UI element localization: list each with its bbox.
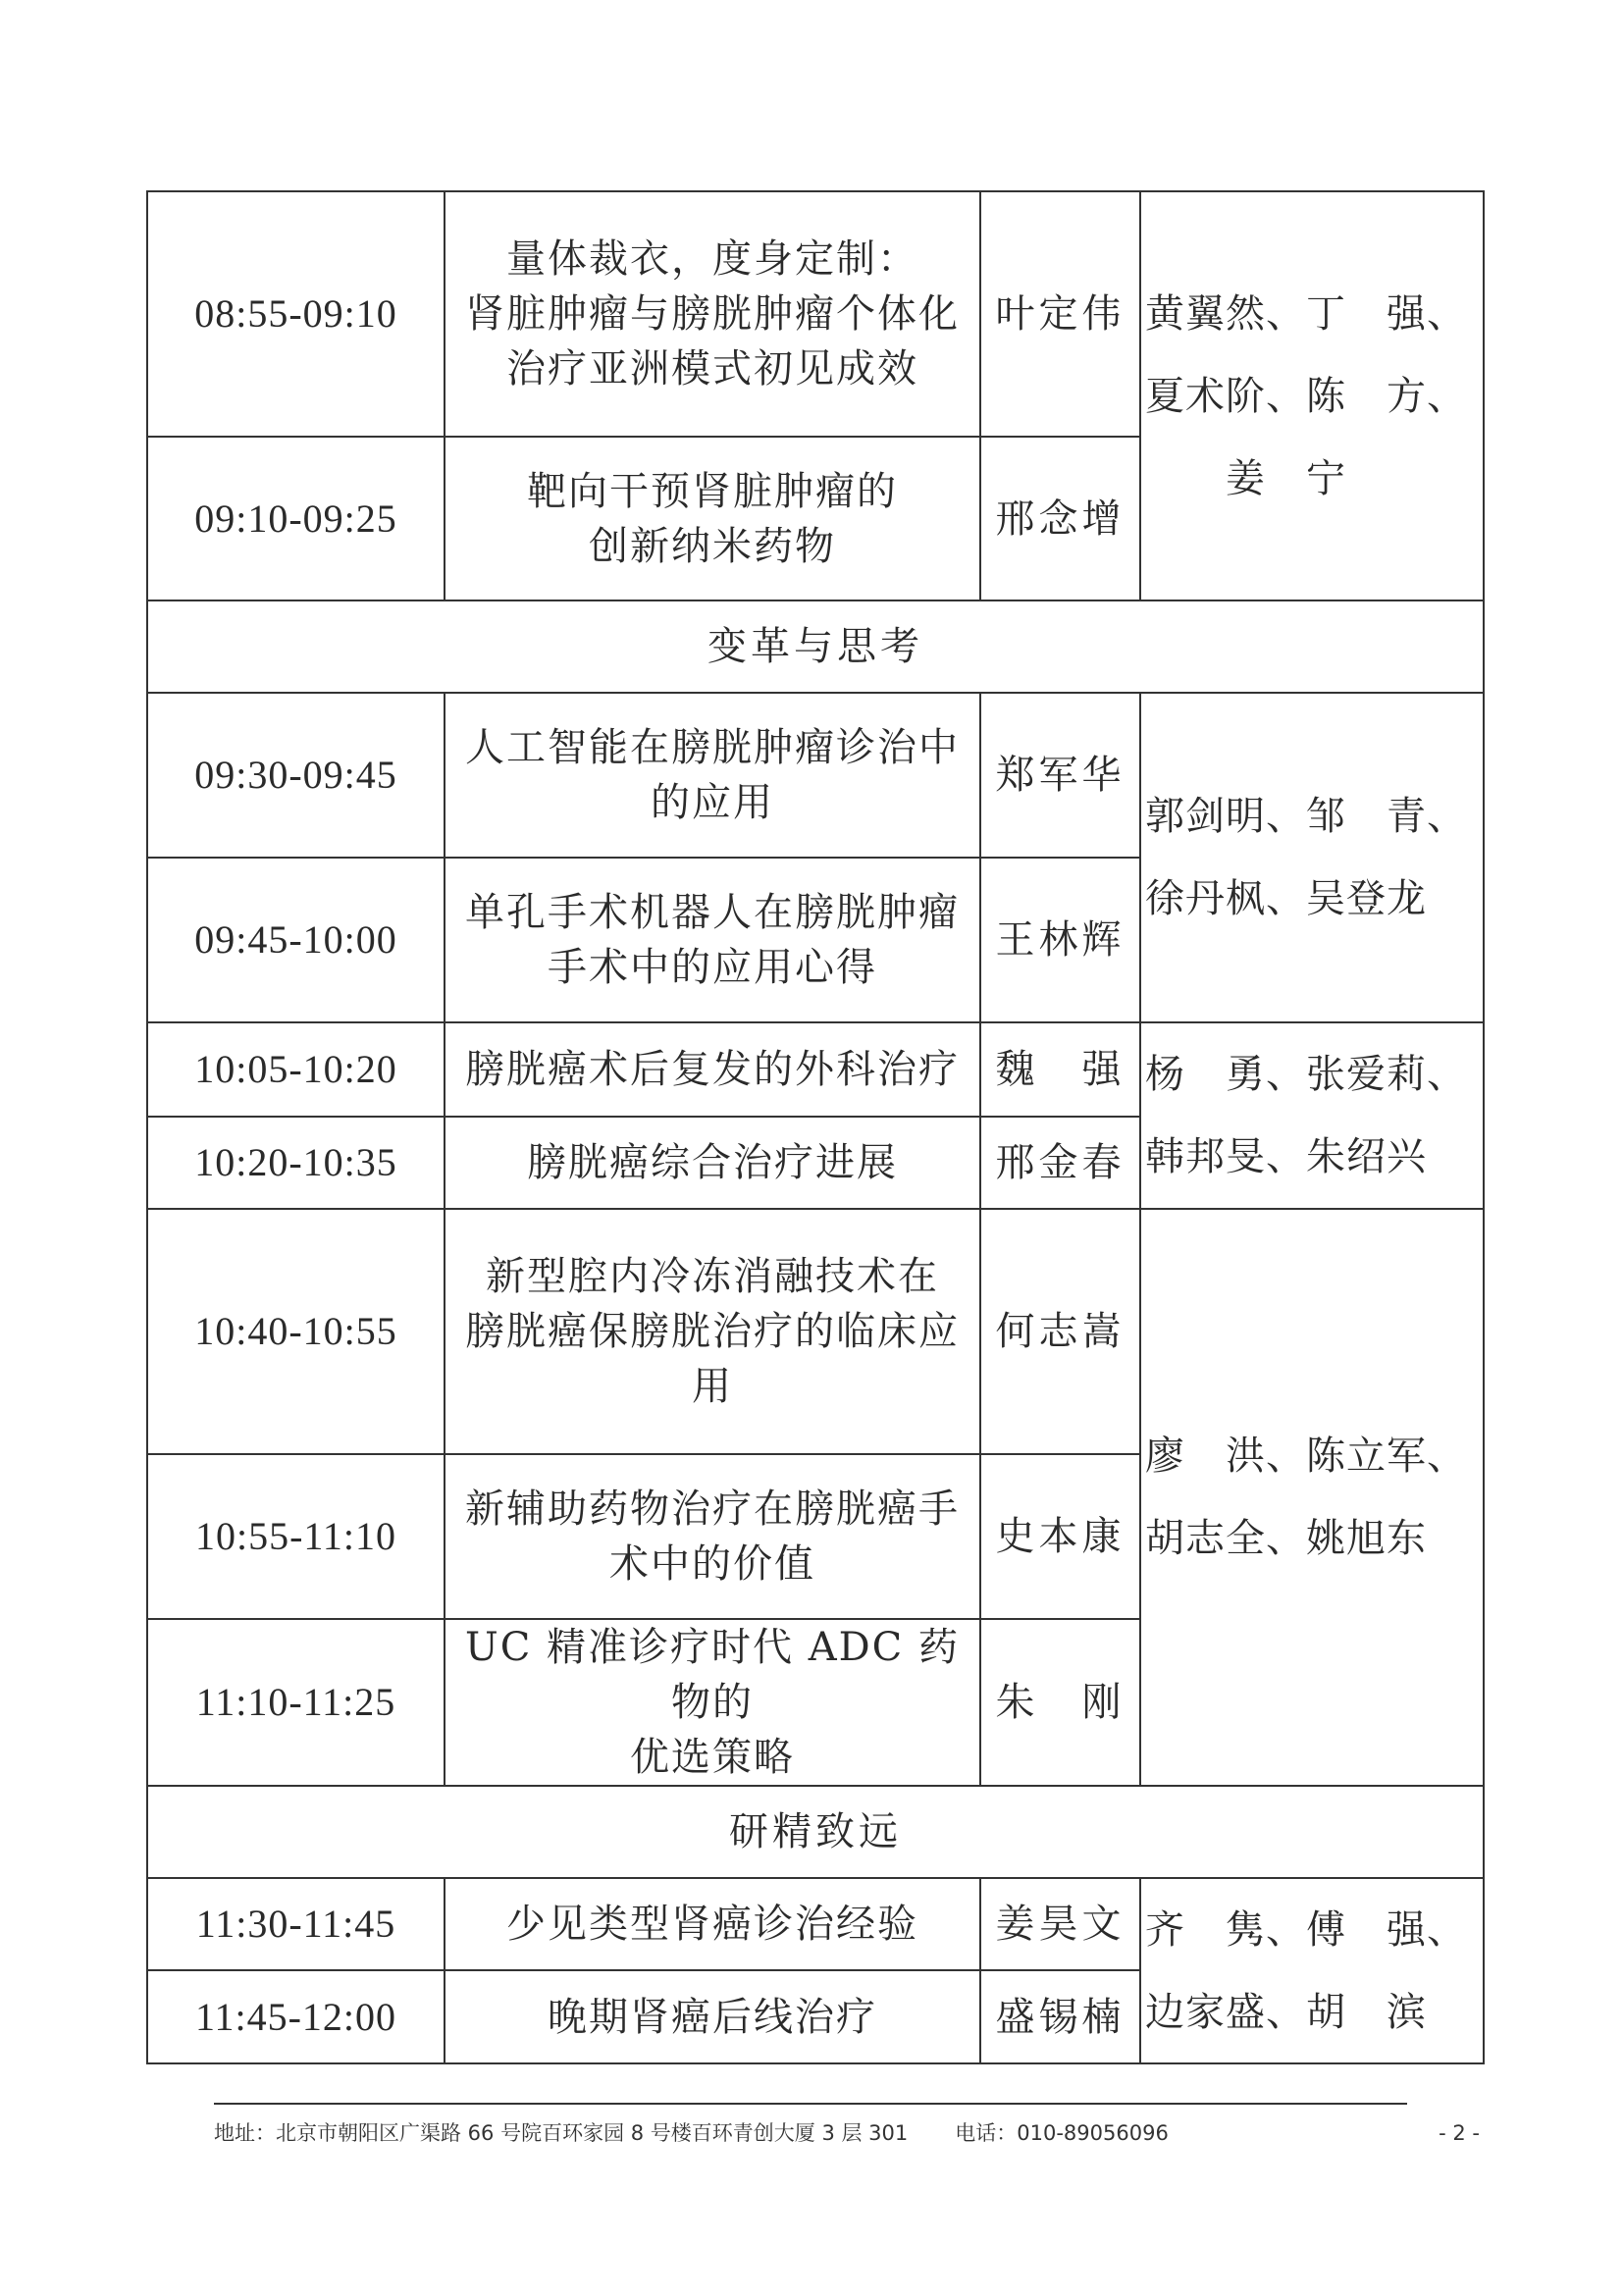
session-topic: 膀胱癌术后复发的外科治疗 [445, 1022, 980, 1117]
section-row [147, 1786, 1484, 1878]
moderators: 廖 洪、陈立军、 胡志全、姚旭东 [1140, 1209, 1484, 1786]
section-row [147, 600, 1484, 693]
table-row [147, 1022, 1484, 1117]
session-topic: 新辅助药物治疗在膀胱癌手 术中的价值 [445, 1454, 980, 1619]
session-time: 11:45-12:00 [147, 1970, 445, 2063]
section-title: 变革与思考 [147, 600, 1484, 693]
session-topic: 单孔手术机器人在膀胱肿瘤 手术中的应用心得 [445, 858, 980, 1022]
session-time: 10:05-10:20 [147, 1022, 445, 1117]
table-row [147, 1209, 1484, 1454]
session-time: 10:55-11:10 [147, 1454, 445, 1619]
speaker-name: 叶定伟 [980, 191, 1140, 437]
table-row [147, 1878, 1484, 1970]
speaker-name: 盛锡楠 [980, 1970, 1140, 2063]
page-content [146, 190, 1483, 2148]
section-title: 研精致远 [147, 1786, 1484, 1878]
speaker-name: 朱 刚 [980, 1619, 1140, 1786]
session-time: 09:30-09:45 [147, 693, 445, 858]
speaker-name: 史本康 [980, 1454, 1140, 1619]
schedule-table [146, 190, 1485, 2064]
session-time: 10:40-10:55 [147, 1209, 445, 1454]
speaker-name: 王林辉 [980, 858, 1140, 1022]
moderators: 黄翼然、丁 强、 夏术阶、陈 方、 姜 宁 [1140, 191, 1484, 600]
session-topic: 新型腔内冷冻消融技术在 膀胱癌保膀胱治疗的临床应 用 [445, 1209, 980, 1454]
footer [214, 2118, 1480, 2148]
footer-divider [214, 2103, 1407, 2105]
table-row [147, 191, 1484, 437]
page-number: - 2 - [1439, 2121, 1480, 2145]
speaker-name: 邢金春 [980, 1117, 1140, 1209]
session-time: 09:45-10:00 [147, 858, 445, 1022]
session-topic: 靶向干预肾脏肿瘤的 创新纳米药物 [445, 437, 980, 600]
session-topic: UC 精准诊疗时代 ADC 药物的 优选策略 [445, 1619, 980, 1786]
speaker-name: 郑军华 [980, 693, 1140, 858]
speaker-name: 何志嵩 [980, 1209, 1140, 1454]
speaker-name: 邢念增 [980, 437, 1140, 600]
session-time: 08:55-09:10 [147, 191, 445, 437]
session-time: 11:30-11:45 [147, 1878, 445, 1970]
footer-address: 地址：北京市朝阳区广渠路 66 号院百环家园 8 号楼百环青创大厦 3 层 301 [214, 2121, 909, 2145]
session-topic: 膀胱癌综合治疗进展 [445, 1117, 980, 1209]
session-topic: 少见类型肾癌诊治经验 [445, 1878, 980, 1970]
table-row [147, 693, 1484, 858]
moderators: 齐 隽、傅 强、 边家盛、胡 滨 [1140, 1878, 1484, 2063]
session-topic: 晚期肾癌后线治疗 [445, 1970, 980, 2063]
session-topic: 量体裁衣，度身定制： 肾脏肿瘤与膀胱肿瘤个体化 治疗亚洲模式初见成效 [445, 191, 980, 437]
session-time: 11:10-11:25 [147, 1619, 445, 1786]
session-time: 09:10-09:25 [147, 437, 445, 600]
moderators: 杨 勇、张爱莉、 韩邦旻、朱绍兴 [1140, 1022, 1484, 1209]
speaker-name: 姜昊文 [980, 1878, 1140, 1970]
speaker-name: 魏 强 [980, 1022, 1140, 1117]
session-topic: 人工智能在膀胱肿瘤诊治中 的应用 [445, 693, 980, 858]
footer-phone: 电话：010-89056096 [955, 2121, 1169, 2145]
session-time: 10:20-10:35 [147, 1117, 445, 1209]
moderators: 郭剑明、邹 青、 徐丹枫、吴登龙 [1140, 693, 1484, 1022]
